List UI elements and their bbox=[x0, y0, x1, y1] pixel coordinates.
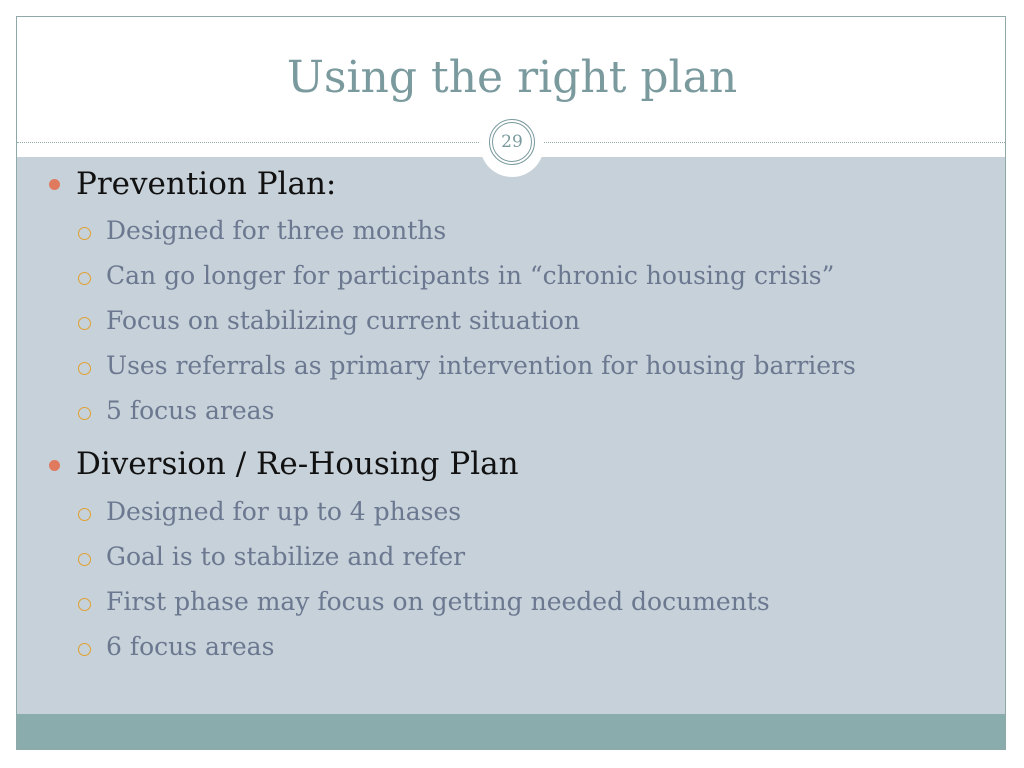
bullet-ring-icon bbox=[78, 362, 91, 375]
bullet-ring-icon bbox=[78, 598, 91, 611]
bullet-ring-icon bbox=[78, 317, 91, 330]
list-item: Designed for three months bbox=[106, 216, 447, 245]
bullet-ring-icon bbox=[78, 272, 91, 285]
section-heading: Diversion / Re-Housing Plan bbox=[76, 446, 519, 482]
bullet-ring-icon bbox=[78, 643, 91, 656]
bullet-ring-icon bbox=[78, 227, 91, 240]
list-item: 6 focus areas bbox=[106, 632, 275, 661]
page-number-ring bbox=[489, 119, 535, 165]
list-item: Uses referrals as primary intervention for housing barriers bbox=[106, 351, 856, 380]
footer-bar bbox=[17, 714, 1005, 749]
list-item: 5 focus areas bbox=[106, 396, 275, 425]
list-item: Focus on stabilizing current situation bbox=[106, 306, 580, 335]
list-item: First phase may focus on getting needed documents bbox=[106, 587, 770, 616]
bullet-ring-icon bbox=[78, 553, 91, 566]
list-item: Designed for up to 4 phases bbox=[106, 497, 462, 526]
bullet-dot-icon bbox=[49, 460, 60, 471]
page-number: 29 bbox=[492, 122, 532, 162]
slide-title: Using the right plan bbox=[286, 52, 738, 103]
bullet-ring-icon bbox=[78, 407, 91, 420]
list-item: Can go longer for participants in “chronic housing crisis” bbox=[106, 261, 835, 290]
bullet-ring-icon bbox=[78, 508, 91, 521]
list-item: Goal is to stabilize and refer bbox=[106, 542, 466, 571]
bullet-dot-icon bbox=[49, 179, 60, 190]
section-heading: Prevention Plan: bbox=[76, 166, 337, 202]
